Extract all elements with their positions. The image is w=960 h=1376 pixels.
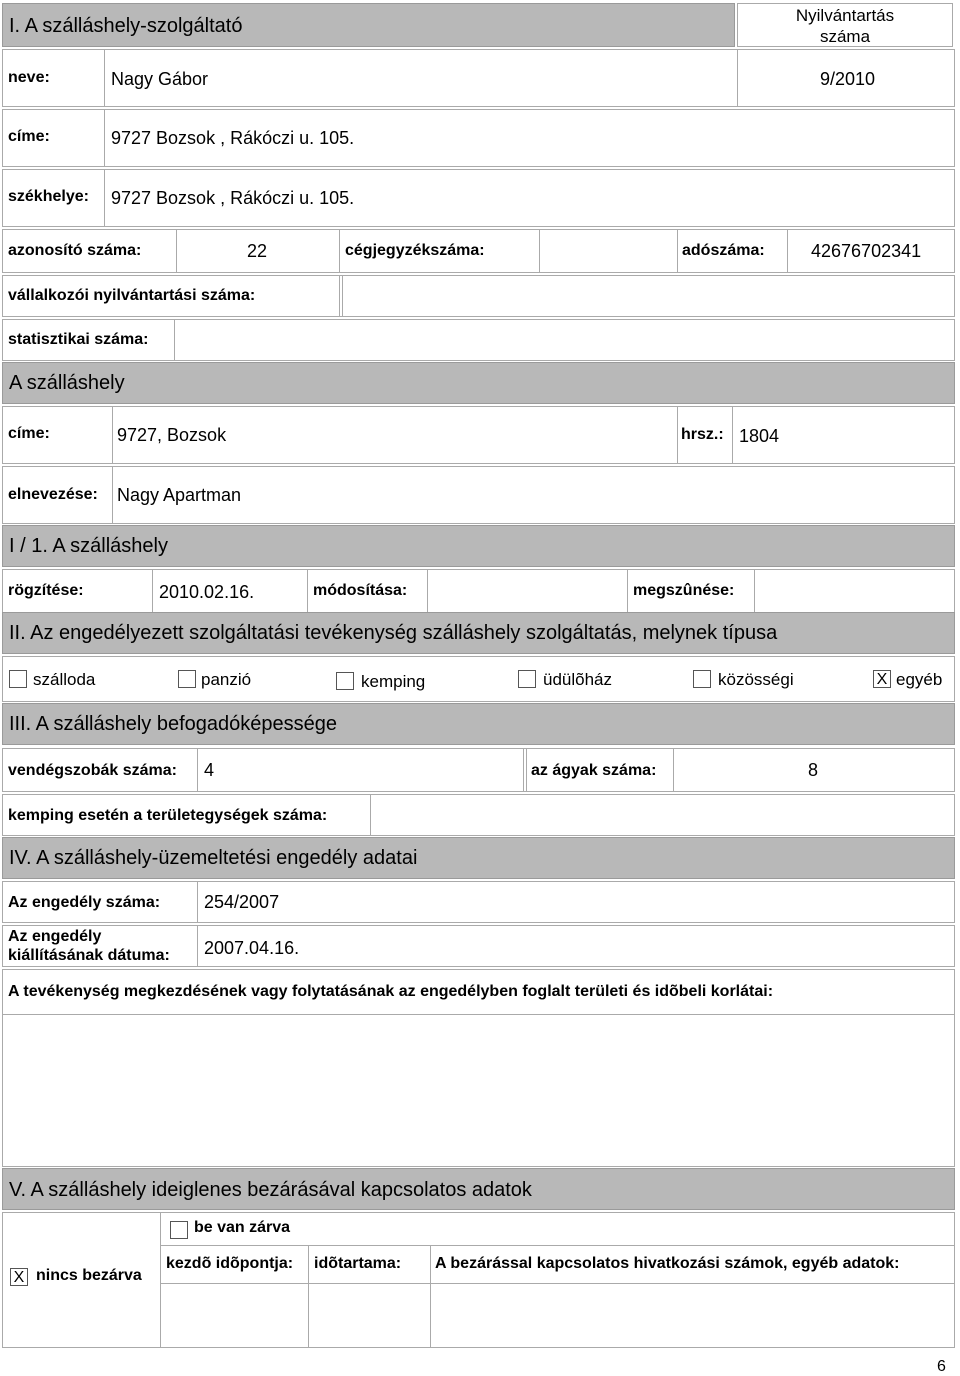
type-label-egyeb: egyéb (896, 670, 943, 689)
tax-value-cell (788, 230, 954, 272)
issue-date-value-cell (198, 926, 954, 966)
seat-value-cell (105, 170, 954, 226)
section3-header (2, 703, 955, 745)
recorded-value-cell (153, 570, 308, 612)
camping-label-cell (3, 795, 371, 835)
camping-value-cell (371, 795, 954, 835)
terminated-label: megszûnése: (633, 582, 735, 599)
company-reg-label-cell (340, 230, 540, 272)
terminated-value-cell (755, 570, 954, 612)
lot-label: hrsz.: (681, 426, 724, 443)
accommodation-name-value: Nagy Apartman (117, 485, 242, 505)
section2-header (2, 612, 955, 654)
accommodation-name-row (2, 466, 955, 524)
address-row (2, 109, 955, 167)
recorded-value: 2010.02.16. (159, 582, 255, 602)
type-checkbox-kozossegi[interactable] (693, 670, 711, 688)
registry-number-cell (738, 50, 954, 106)
id-row (2, 229, 955, 273)
references-label: A bezárással kapcsolatos hivatkozási számok, egyéb adatok: (435, 1255, 900, 1272)
modified-label-cell (308, 570, 428, 612)
section1-1-title: I / 1. A szálláshely (9, 535, 168, 557)
entrepreneur-label-cell (3, 276, 340, 316)
entrepreneur-row (2, 275, 955, 317)
registry-label-box (737, 3, 953, 47)
section4-header (2, 837, 955, 879)
beds-value: 8 (808, 760, 819, 780)
type-checkbox-udulohaz[interactable] (518, 670, 536, 688)
registry-number: 9/2010 (820, 69, 876, 89)
seat-label: székhelye: (8, 188, 89, 205)
name-label: neve: (8, 69, 50, 86)
closed-cell (161, 1213, 954, 1246)
accommodation-header (2, 362, 955, 404)
lot-value: 1804 (739, 426, 780, 446)
address-value: 9727 Bozsok , Rákóczi u. 105. (111, 128, 355, 148)
references-value-cell (431, 1283, 951, 1347)
registry-label-line1: Nyilvántartás (795, 6, 895, 25)
duration-label-cell (309, 1245, 431, 1283)
closure-columns-header (161, 1245, 954, 1284)
type-label-udulohaz: üdülõház (543, 670, 613, 689)
seat-label-cell (3, 170, 105, 226)
terminated-label-cell (628, 570, 755, 612)
start-value-cell (161, 1283, 309, 1347)
statistical-value-cell (175, 320, 954, 360)
address-label: címe: (8, 128, 50, 145)
type-checkbox-kemping[interactable] (336, 672, 354, 690)
name-value: Nagy Gábor (111, 69, 209, 89)
accommodation-address-row (2, 406, 955, 464)
statistical-label: statisztikai száma: (8, 331, 149, 348)
id-label-cell (3, 230, 177, 272)
type-checkbox-szalloda[interactable] (9, 670, 27, 688)
permit-number-row (2, 881, 955, 923)
duration-value-cell (309, 1283, 431, 1347)
rooms-value: 4 (204, 760, 215, 780)
seat-value: 9727 Bozsok , Rákóczi u. 105. (111, 188, 355, 208)
accommodation-address-label: címe: (8, 425, 50, 442)
start-label: kezdõ idõpontja: (166, 1255, 294, 1272)
issue-date-label-cell (3, 926, 198, 966)
type-label-panzio: panzió (201, 670, 252, 689)
closure-table (2, 1212, 955, 1348)
duration-label: idõtartama: (314, 1255, 402, 1272)
not-closed-cell (3, 1213, 161, 1347)
lot-value-cell (733, 407, 954, 463)
section1-title: I. A szálláshely-szolgáltató (9, 15, 243, 37)
issue-date-row (2, 925, 955, 967)
id-value-cell (177, 230, 340, 272)
camping-row (2, 794, 955, 836)
company-reg-label: cégjegyzékszáma: (345, 242, 485, 259)
statistical-row (2, 319, 955, 361)
name-label-cell (3, 50, 105, 106)
permit-number-value: 254/2007 (204, 892, 280, 912)
registry-label-line2: száma (819, 27, 871, 46)
section2-title: II. Az engedélyezett szolgáltatási tevékenység szálláshely szolgáltatás, melynek típusa (9, 622, 778, 644)
accommodation-name-value-cell (113, 467, 954, 523)
entrepreneur-value-cell (342, 276, 954, 316)
beds-label: az ágyak száma: (531, 762, 657, 779)
section5-title: V. A szálláshely ideiglenes bezárásával kapcsolatos adatok (9, 1179, 532, 1201)
not-closed-label: nincs bezárva (36, 1267, 142, 1284)
limits-label: A tevékenység megkezdésének vagy folytatásának az engedélyben foglalt területi és idõbeli korlátai: (8, 983, 774, 1000)
recorded-label-cell (3, 570, 153, 612)
capacity-row (2, 748, 955, 792)
section3-title: III. A szálláshely befogadóképessége (9, 713, 338, 735)
lot-label-cell (678, 407, 733, 463)
types-row (2, 656, 955, 702)
rooms-label: vendégszobák száma: (8, 762, 177, 779)
entrepreneur-label: vállalkozói nyilvántartási száma: (8, 287, 256, 304)
not-closed-checkbox[interactable]: X (10, 1268, 28, 1286)
start-label-cell (161, 1245, 309, 1283)
limits-label-cell (3, 970, 954, 1015)
name-value-cell (105, 50, 738, 106)
type-checkbox-egyeb[interactable]: X (873, 670, 891, 688)
address-value-cell (105, 110, 954, 166)
type-label-szalloda: szálloda (33, 670, 96, 689)
accommodation-address-value-cell (113, 407, 678, 463)
rooms-label-cell (3, 749, 198, 791)
address-label-cell (3, 110, 105, 166)
issue-date-value: 2007.04.16. (204, 938, 300, 958)
accommodation-name-label: elnevezése: (8, 486, 98, 503)
closure-values-row (161, 1283, 954, 1347)
statistical-label-cell (3, 320, 175, 360)
type-label-kemping: kemping (361, 672, 426, 691)
modified-value-cell (428, 570, 628, 612)
section1-1-header (2, 525, 955, 567)
accommodation-name-label-cell (3, 467, 113, 523)
accommodation-address-value: 9727, Bozsok (117, 425, 227, 445)
section1-header (2, 3, 735, 47)
type-label-kozossegi: közösségi (718, 670, 794, 689)
issue-date-label-line2: kiállításának dátuma: (8, 947, 170, 964)
tax-label: adószáma: (682, 242, 765, 259)
closed-checkbox[interactable] (170, 1221, 188, 1239)
company-reg-value-cell (540, 230, 678, 272)
accommodation-address-label-cell (3, 407, 113, 463)
references-label-cell (431, 1245, 951, 1283)
permit-number-label: Az engedély száma: (8, 894, 161, 911)
section4-title: IV. A szálláshely-üzemeltetési engedély adatai (9, 847, 418, 869)
closed-label: be van zárva (194, 1219, 291, 1236)
type-checkbox-panzio[interactable] (178, 670, 196, 688)
id-value: 22 (247, 241, 268, 261)
limits-row (2, 969, 955, 1167)
section5-header (2, 1168, 955, 1210)
beds-value-cell (674, 749, 954, 791)
recorded-label: rögzítése: (8, 582, 84, 599)
rooms-value-cell (198, 749, 524, 791)
permit-number-label-cell (3, 882, 198, 922)
recording-row (2, 569, 955, 613)
beds-label-cell (526, 749, 674, 791)
page-number: 6 (937, 1358, 946, 1375)
tax-value: 42676702341 (811, 241, 922, 261)
id-label: azonosító száma: (8, 242, 142, 259)
modified-label: módosítása: (313, 582, 408, 599)
tax-label-cell (678, 230, 788, 272)
issue-date-label-line1: Az engedély (8, 928, 102, 945)
permit-number-value-cell (198, 882, 954, 922)
camping-label: kemping esetén a területegységek száma: (8, 807, 328, 824)
accommodation-title: A szálláshely (9, 372, 125, 394)
seat-row (2, 169, 955, 227)
name-row (2, 49, 955, 107)
